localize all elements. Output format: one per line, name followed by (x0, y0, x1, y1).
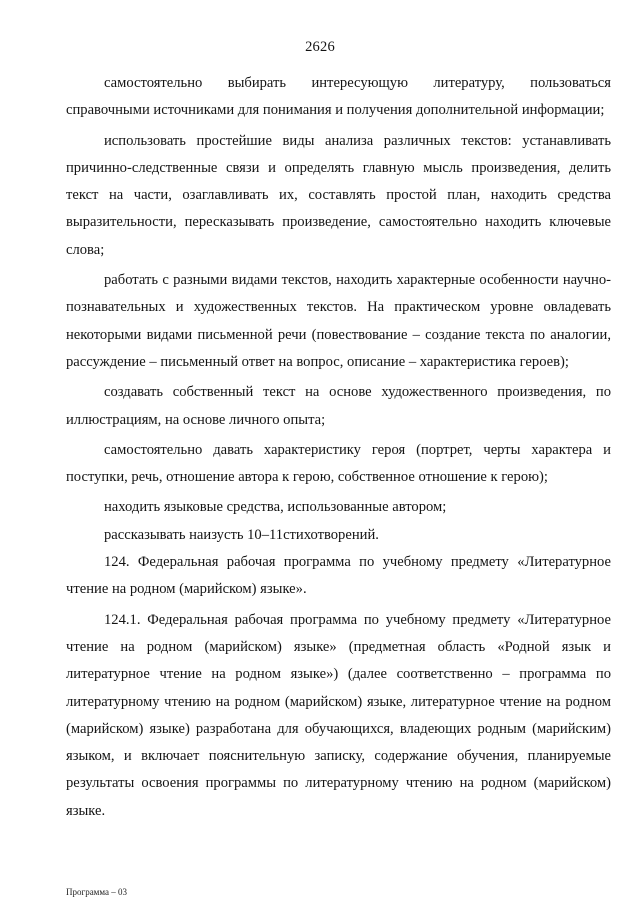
page-number: 2626 (305, 39, 335, 55)
paragraph: 124.1. Федеральная рабочая программа по учебному предмету «Литературное чтение на родном (марийском) языке» (предметная область «Родной язык и литературное чтение на родном языке») (далее соответственно – программа по литературному чтению на родном (марийском) языке, литературное чтение на родном (марийском) языке) разработана для обучающихся, владеющих родным (марийским) языком, и включает пояснительную записку, содержание обучения, планируемые результаты освоения программы по литературному чтению на родном (марийском) языке. (66, 611, 611, 819)
section-heading: 124. Федеральная рабочая программа по учебному предмету «Литературное чтение на родном (марийском) языке». (66, 554, 611, 598)
paragraph: самостоятельно выбирать интересующую литературу, пользоваться справочными источниками для понимания и получения дополнительной информации; (66, 75, 611, 119)
body-text (66, 70, 611, 828)
paragraph: использовать простейшие виды анализа различных текстов: устанавливать причинно-следственные связи и определять главную мысль произведения, делить текст на части, озаглавливать их, составлять простой план, находить средства выразительности, пересказывать произведение, самостоятельно находить ключевые слова; (66, 132, 611, 258)
paragraph: создавать собственный текст на основе художественного произведения, по иллюстрациям, на основе личного опыта; (66, 384, 611, 428)
footer-label: Программа – 03 (66, 887, 128, 897)
paragraph: работать с разными видами текстов, находить характерные особенности научно-познавательных и художественных текстов. На практическом уровне овладевать некоторыми видами письменной речи (повествование – создание текста по аналогии, рассуждение – письменный ответ на вопрос, описание – характеристика героев); (66, 272, 611, 370)
paragraph: находить языковые средства, использованные автором; (104, 499, 447, 516)
paragraph: рассказывать наизусть 10–11стихотворений. (104, 526, 379, 543)
paragraph: самостоятельно давать характеристику героя (портрет, черты характера и поступки, речь, отношение автора к герою, собственное отношение к герою); (66, 441, 611, 486)
